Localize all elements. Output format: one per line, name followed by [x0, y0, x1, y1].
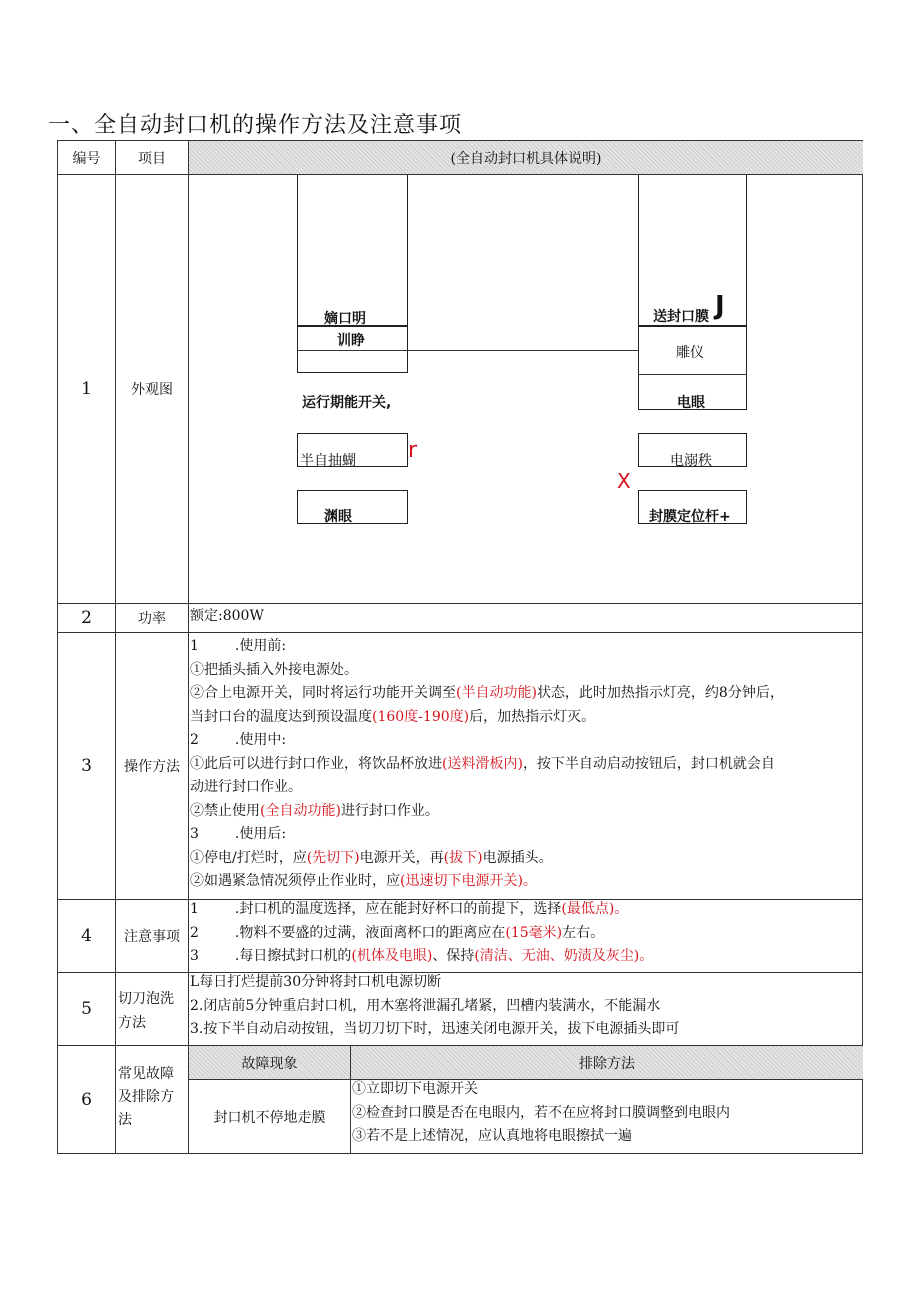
- header-desc: (全自动封口机具体说明): [450, 150, 602, 167]
- left-button-mark: r: [408, 438, 418, 463]
- left-button-label: 半自抽蝴: [300, 453, 356, 469]
- right-top-mark: J: [715, 291, 725, 321]
- fault-fix-text: ①立即切下电源开关 ②检查封口膜是否在电眼内，若不在应将封口膜调整到电眼内 ③若不是上述情况，应认真地将电眼擦拭一遍: [352, 1081, 730, 1144]
- row2-label: 功率: [138, 611, 166, 627]
- appearance-diagram: [58, 141, 863, 603]
- fault-col-symptom: 故障现象: [241, 1055, 298, 1072]
- left-top2-label: 训睁: [337, 333, 365, 349]
- header-num: 编号: [72, 150, 101, 167]
- power-value: 额定:800W: [190, 608, 264, 624]
- row5-num: 5: [81, 999, 92, 1019]
- operation-text: 1 .使用前: ①把插头插入外接电源处。 ②合上电源开关，同时将运行功能开关调至(半自动功能)状态，此时加热指示灯亮，约8分钟后， 当封口台的温度达到预设温度(160度-190度)后，加热指示灯灭。 2 .使用中: ①此后可以进行封口作业，将饮品杯放进(送料滑板内)，按下半自动启动按钮后，封口机就会自 动进行封口作业。 ②禁止使用(全自动功能)进行封口作业。 3 .使用后: ①停电/打烂时，应(先切下)电源开关，再(拔下)电源插头。 ②如遇紧急情况须停止作业时，应(迅速切下电源开关)。: [190, 638, 784, 889]
- left-top-label: 嫡口明: [324, 311, 366, 327]
- spec-table: [57, 140, 863, 1154]
- header-item: 项目: [138, 150, 166, 167]
- page-title: 一、全自动封口机的操作方法及注意事项: [48, 113, 463, 138]
- left-top-box: [297, 175, 408, 326]
- row6-label: 常见故障 及排除方 法: [118, 1066, 174, 1128]
- right-bottom-label: 封膜定位杆+: [649, 509, 731, 525]
- row5-label: 切刀泡洗 方法: [118, 991, 174, 1031]
- fault-col-fix: 排除方法: [579, 1055, 635, 1072]
- left-bottom-box: [297, 490, 408, 524]
- row4-label: 注意事项: [124, 929, 180, 945]
- right-top2-label: 雕仪: [676, 345, 704, 361]
- right-button-label: 电溺秩: [670, 453, 712, 469]
- fault-symptom: 封口机不停地走膜: [213, 1110, 326, 1126]
- row1-num: 1: [81, 379, 92, 399]
- row1-label: 外观图: [131, 382, 173, 398]
- cleaning-text: L每日打烂提前30分钟将封口机电源切断 2.闭店前5分钟重启封口机，用木塞将泄漏孔堵紧，凹槽内装满水，不能漏水 3.按下半自动启动按钮，当切刀切下时，迅速关闭电源开关，拔下电源插头即可: [190, 974, 680, 1037]
- left-bottom-label: 渊眼: [324, 509, 352, 525]
- right-mid-label: 电眼: [677, 395, 705, 411]
- notes-text: 1 .封口机的温度选择，应在能封好杯口的前提下，选择(最低点)。 2 .物料不要盛的过满，液面离杯口的距离应在(15毫米)左右。 3 .每日擦拭封口机的(机体及电眼)、保持(清洁、无油、奶渍及灰尘)。: [190, 901, 654, 964]
- row4-num: 4: [81, 926, 92, 946]
- right-x-mark: X: [617, 469, 631, 493]
- right-top-label: 送封口膜: [653, 309, 709, 325]
- row6-num: 6: [81, 1090, 92, 1110]
- row3-num: 3: [81, 756, 92, 776]
- row3-label: 操作方法: [124, 759, 180, 775]
- row2-num: 2: [81, 608, 92, 628]
- right-top-box: [638, 175, 747, 326]
- left-mid-label: 运行期能开关,: [302, 395, 392, 411]
